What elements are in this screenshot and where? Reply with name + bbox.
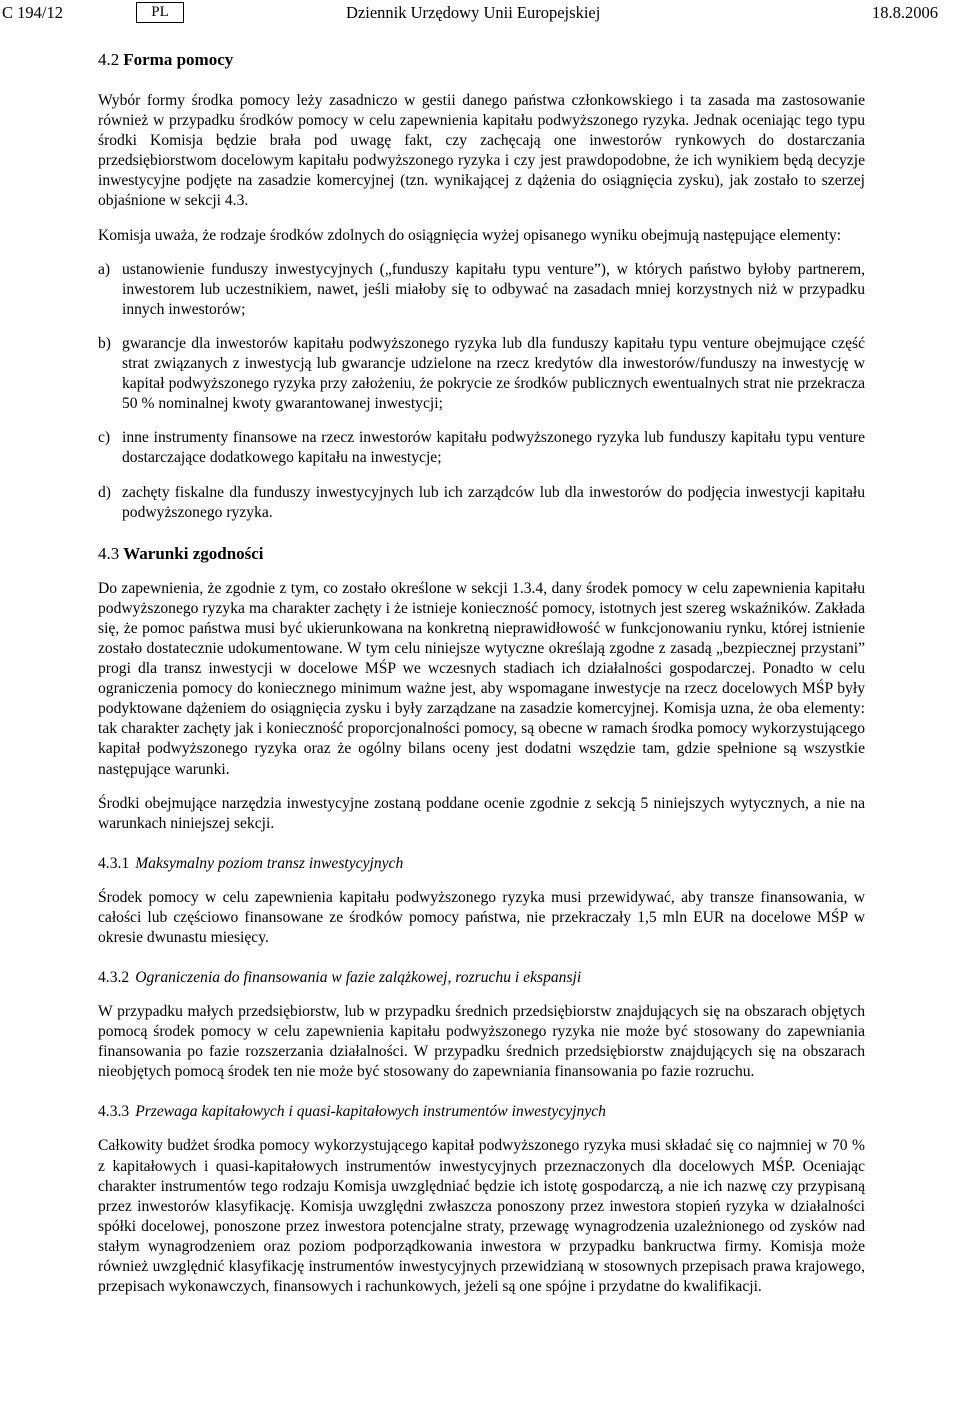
publication-date: 18.8.2006 — [872, 3, 938, 22]
subsection-number: 4.3.3 — [98, 1103, 130, 1121]
list-item — [98, 483, 865, 523]
list-item-label: b) — [98, 334, 111, 352]
subsection-title: Ograniczenia do finansowania w fazie zalążkowej, rozruchu i ekspansji — [135, 969, 582, 987]
list-item-text: zachęty fiskalne dla funduszy inwestycyjnych lub ich zarządców lub dla inwestorów do podjęcia inwestycji kapitału podwyższonego ryzyka. — [122, 483, 865, 521]
section-4-3-1-paragraph: Środek pomocy w celu zapewnienia kapitału podwyższonego ryzyka musi przewidywać, aby transze finansowania, w całości lub częściowo finansowane ze środków pomocy państwa, nie przekraczały 1,5 mln EUR na docelowe MŚP w okresie dwunastu miesięcy. — [98, 888, 865, 946]
list-item-text: inne instrumenty finansowe na rzecz inwestorów kapitału podwyższonego ryzyka lub funduszy kapitału typu venture dostarczające dodatkowego kapitału na inwestycje; — [122, 429, 865, 467]
language-badge: PL — [136, 2, 184, 23]
section-title: Forma pomocy — [123, 50, 234, 69]
list-item-label: a) — [98, 260, 111, 278]
section-number: 4.3 — [98, 543, 120, 563]
section-4-3-2-paragraph: W przypadku małych przedsiębiorstw, lub w przypadku średnich przedsiębiorstw znajdujących się na obszarach objętych pomocą środek pomocy w celu zapewnienia kapitału podwyższonego ryzyka nie może być stosowany do zapewniania finansowania po fazie rozszerzania działalności. W przypadku średnich przedsiębiorstw znajdujących się na obszarach nieobjętych pomocą środek ten nie może być stosowany do zapewniania finansowania po fazie rozruchu. — [98, 1003, 865, 1081]
section-4-2-paragraph-1: Wybór formy środka pomocy leży zasadniczo w gestii danego państwa członkowskiego i ta zasada ma zastosowanie również w przypadku środków pomocy w celu zapewnienia kapitału podwyższonego ryzyka. Jednak oceniając tego typu środki Komisja będzie brała pod uwagę fakt, czy zachęcają one inwestorów rynkowych do dostarczania przedsiębiorstwom docelowym kapitału podwyższonego ryzyka i czy jest prawdopodobne, że ich wynikiem będą decyzje inwestycyjne podjęte na zasadzie komercyjnej (tzn. wynikającej z dążenia do osiągnięcia zysku), jak zostało to szerzej objaśnione w sekcji 4.3. — [98, 92, 865, 210]
section-number: 4.2 — [98, 50, 120, 69]
section-title: Warunki zgodności — [123, 543, 264, 563]
section-4-2-paragraph-2: Komisja uważa, że rodzaje środków zdolnych do osiągnięcia wyżej opisanego wyniku obejmują następujące elementy: — [98, 226, 842, 244]
section-4-3-heading — [98, 543, 865, 565]
section-4-3-2-heading — [98, 968, 865, 988]
section-4-3-3-paragraph: Całkowity budżet środka pomocy wykorzystującego kapitał podwyższonego ryzyka musi składać się co najmniej w 70 % z kapitałowych i quasi-kapitałowych instrumentów inwestycyjnych przeznaczonych dla docelowych MŚP. Oceniając charakter instrumentów tego rodzaju Komisja uwzględniać będzie ich istotę gospodarczą, a nie ich nazwę czy przypisaną przez inwestorów klasyfikację. Komisja uwzględni zwłaszcza ponoszony przez inwestora stopień ryzyka w działalności spółki docelowej, ponoszone przez inwestora potencjalne straty, przewagę wynagrodzenia uzależnionego od zysków nad stałym wynagrodzeniem oraz poziom podporządkowania inwestora w przypadku bankructwa firmy. Komisja może również uwzględnić klasyfikację instrumentów inwestycyjnych przewidzianą w stosownych przepisach prawa krajowego, przepisach wykonawczych, finansowych i rachunkowych, jeżeli są one spójne i przydatne do kwalifikacji. — [98, 1137, 865, 1296]
section-4-3-1-heading — [98, 854, 865, 874]
page-header — [0, 0, 960, 30]
page-reference: C 194/12 — [2, 3, 63, 22]
list-item-text: gwarancje dla inwestorów kapitału podwyższonego ryzyka lub dla funduszy kapitału typu venture obejmujące część strat związanych z inwestycją lub gwarancje udzielone na rzecz kredytów dla inwestorów/funduszy na inwestycję w kapitał podwyższonego ryzyka przy założeniu, że pokrycie ze środków publicznych ewentualnych strat nie przekracza 50 % nominalnej kwoty gwarantowanej inwestycji; — [122, 334, 865, 413]
measures-list — [98, 260, 865, 523]
subsection-number: 4.3.1 — [98, 854, 130, 872]
document-body — [98, 44, 865, 1311]
list-item — [98, 428, 865, 468]
list-item — [98, 334, 865, 414]
list-item-label: d) — [98, 483, 111, 501]
list-item-text: ustanowienie funduszy inwestycyjnych („funduszy kapitału typu venture”), w których państwo byłoby partnerem, inwestorem lub uczestnikiem, nawet, jeśli miałoby się to odbywać na zasadach mniej korzystnych niż w przypadku innych inwestorów; — [122, 260, 865, 318]
list-item-label: c) — [98, 429, 111, 447]
list-item — [98, 260, 865, 320]
section-4-3-paragraph-1: Do zapewnienia, że zgodnie z tym, co zostało określone w sekcji 1.3.4, dany środek pomocy w celu zapewnienia kapitału podwyższonego ryzyka ma charakter zachęty i że istnieje konieczność pomocy, istotnych jest szereg wskaźników. Zakłada się, że pomoc państwa musi być ukierunkowana na konkretną nieprawidłowość w funkcjonowaniu rynku, której istnienie zostało dostatecznie udokumentowane. W tym celu niniejsze wytyczne określają zgodne z zasadą „bezpiecznej przystani” progi dla transz inwestycji w docelowe MŚP we wczesnych stadiach ich działalności gospodarczej. Ponadto w celu ograniczenia pomocy do koniecznego minimum ważne jest, aby wspomagane inwestycje na rzecz docelowych MŚP były podyktowane dążeniem do osiągnięcia zysku i były zarządzane na zasadzie komercyjnej. Komisja uzna, że oba elementy: tak charakter zachęty jak i konieczność proporcjonalności pomocy, są obecne w ramach środka pomocy wykorzystującego kapitał podwyższonego ryzyka oraz że ogólny bilans oceny jest dodatni wszędzie tam, gdzie spełnione są wszystkie następujące warunki. — [98, 579, 865, 778]
section-4-3-paragraph-2: Środki obejmujące narzędzia inwestycyjne zostaną poddane ocenie zgodnie z sekcją 5 niniejszych wytycznych, a nie na warunkach niniejszej sekcji. — [98, 794, 865, 832]
section-4-3-3-heading — [98, 1102, 865, 1122]
subsection-number: 4.3.2 — [98, 969, 130, 987]
section-4-2-heading — [98, 49, 865, 71]
journal-title: Dziennik Urzędowy Unii Europejskiej — [346, 3, 601, 22]
subsection-title: Maksymalny poziom transz inwestycyjnych — [135, 854, 404, 872]
subsection-title: Przewaga kapitałowych i quasi-kapitałowych instrumentów inwestycyjnych — [135, 1103, 606, 1121]
